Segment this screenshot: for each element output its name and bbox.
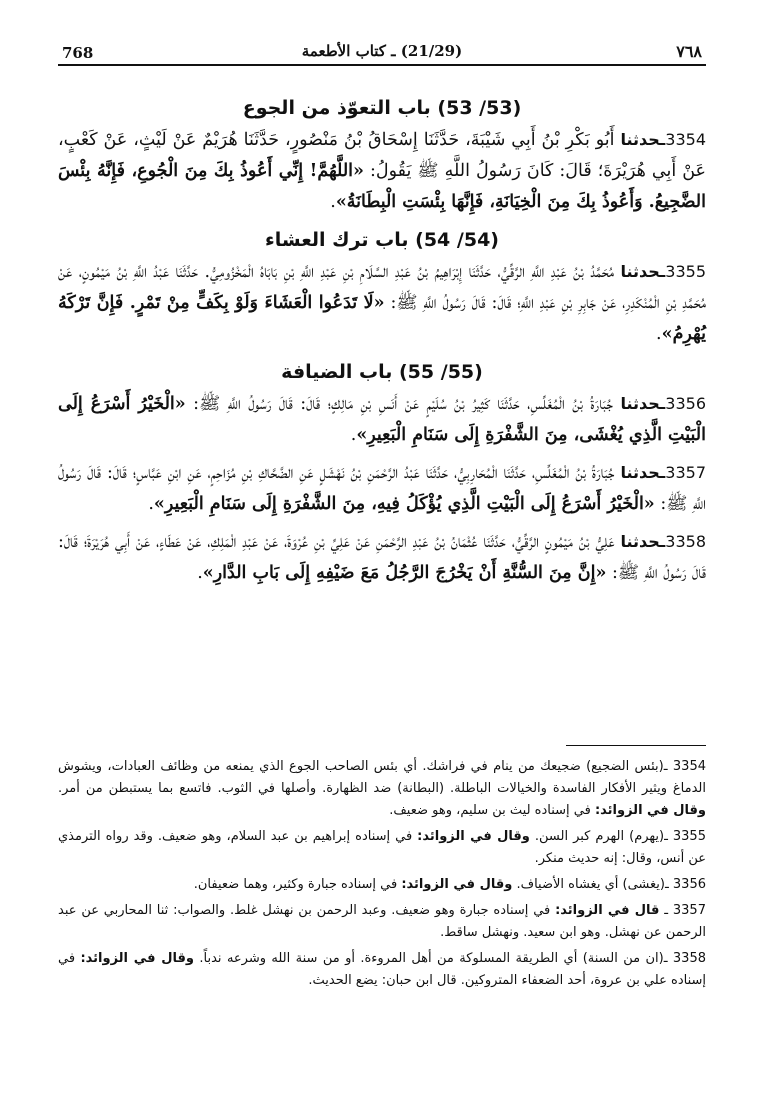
footnote-rest: في إسناده علي بن عروة، أحد الضعفاء المتروكين. قال ابن حبان: يضع الحديث. (58, 951, 706, 988)
chapter-title: (53/ 53) باب التعوّذ من الجوع (242, 97, 522, 119)
footnote-3356 (58, 874, 706, 896)
hadith-keyword: ـحدثنا (620, 394, 666, 413)
hadith-isnad: أَبُو بَكْرِ بْنُ أَبِي شَيْبَةَ، حَدَّثَنَا إِسْحَاقُ بْنُ مَنْصُورٍ، حَدَّثَنَا هُرَيْمٌ عَنْ لَيْثٍ، عَنْ كَعْبٍ، عَنْ أَبِي هُرَيْرَةَ؛ قَالَ: كَانَ رَسُولُ اللَّهِ ﷺ يَقُولُ: (58, 130, 706, 181)
footnote-rest: في إسناده إبراهيم بن عبد السلام، وهو ضعيف. وقد رواه الترمذي عن أنس، وقال: إنه حديث منكر. (58, 829, 706, 866)
footnote-3355 (58, 826, 706, 870)
hadith-isnad: جُبَارَةُ بْنُ الْمُغَلِّسِ، حَدَّثَنَا كَثِيرُ بْنُ سُلَيْمٍ عَنْ أَنَسِ بْنِ مَالِكٍ؛ قَالَ: قَالَ رَسُولُ اللَّهِ ﷺ: (185, 394, 621, 414)
running-title: (21/29) ـ كتاب الأطعمة (301, 42, 463, 60)
footnote-zawaid-label: وقال في الزوائد: (80, 951, 194, 966)
footnote-lead: 3355 ـ(يهرم) الهرم كبر السن. (529, 829, 706, 844)
page-number-latin: 768 (62, 44, 94, 62)
hadith-tail: . (148, 494, 154, 514)
footnote-lead: 3358 ـ(ان من السنة) أي الطريقة المسلوكة من أهل المروءة. أو من سنة الله وشرعه ندباً. (194, 951, 706, 966)
footnote-zawaid-label: وقال في الزوائد: (417, 829, 530, 844)
hadith-keyword: ـحدثنا (620, 130, 666, 149)
footnote-3357 (58, 900, 706, 944)
footnote-lead: 3354 ـ(بئس الضجيع) ضجيعك من ينام في فراشك. أي بئس الصاحب الجوع الذي يمنعه من وظائف العبادات، ويشوش الدماغ ويثير الأفكار الفاسدة والخيالات الباطلة. (البطانة) ضد الظهارة. وأصلها في الثوب. فاتسع بما يستبطن من أمر. (58, 759, 706, 796)
footnote-divider (566, 745, 706, 746)
hadith-3358 (58, 526, 706, 589)
hadith-isnad: جُبَارَةُ بْنُ الْمُغَلِّسِ، حَدَّثَنَا الْمُحَارِبِيُّ، حَدَّثَنَا عَبْدُ الرَّحْمَنِ بْنُ نَهْشَلٍ عَنِ الضَّحَّاكِ بْنِ مُزَاحِمٍ، عَنِ ابْنِ عَبَّاسٍ؛ قَالَ: قَالَ رَسُولُ اللَّهِ ﷺ: (58, 463, 706, 514)
page-number-arabic: ٧٦٨ (676, 42, 702, 61)
chapter-title: (54/ 54) باب ترك العشاء (265, 229, 499, 251)
footnote-zawaid-label: وقال في الزوائد: (401, 877, 513, 892)
hadith-tail: . (656, 324, 662, 344)
footnote-zawaid-label: قال في الزوائد: (555, 903, 660, 918)
chapter-title: (55/ 55) باب الضيافة (281, 361, 483, 383)
hadith-number: 3355 (665, 262, 706, 281)
hadith-3355 (58, 256, 706, 350)
hadith-tail: . (197, 563, 203, 583)
hadith-matn: «إِنَّ مِنَ السُّنَّةِ أَنْ يَخْرُجَ الرَّجُلُ مَعَ ضَيْفِهِ إِلَى بَابِ الدَّارِ» (202, 563, 607, 583)
hadith-keyword: ـحدثنا (620, 262, 666, 281)
footnote-rest: في إسناده جبارة وهو ضعيف. وعبد الرحمن بن نهشل غلط. والصواب: ثنا المحاربي عن عبد الرحمن عن نهشل. وهو ابن سعيد. ونهشل ساقط. (58, 903, 706, 940)
hadith-matn: «الْخَيْرُ أَسْرَعُ إِلَى الْبَيْتِ الَّذِي يُغْشَى، مِنَ الشَّفْرَةِ إِلَى سَنَامِ الْبَعِيرِ» (58, 394, 706, 445)
hadith-number: 3358 (665, 532, 706, 551)
hadith-keyword: ـحدثنا (620, 532, 666, 551)
running-header (58, 38, 706, 66)
hadith-isnad: مُحَمَّدُ بْنُ عَبْدِ اللَّهِ الرَّقِّيُّ، حَدَّثَنَا إِبْرَاهِيمُ بْنُ عَبْدِ السَّلَامِ بْنِ عَبْدِ اللَّهِ بْنِ بَابَاهُ الْمَخْزُومِيُّ. حَدَّثَنَا عَبْدُ اللَّهِ بْنُ مَيْمُونٍ، عَنْ مُحَمَّدِ بْنِ الْمُنْكَدِرِ، عَنْ جَابِرِ بْنِ عَبْدِ اللَّهِ؛ قَالَ: قَالَ رَسُولُ اللَّهِ ﷺ: (58, 262, 706, 313)
footnote-rest: في إسناده جبارة وكثير، وهما ضعيفان. (193, 877, 402, 892)
hadith-isnad: عَلِيُّ بْنُ مَيْمُونٍ الرَّقِّيُّ، حَدَّثَنَا عُثْمَانُ بْنُ عَبْدِ الرَّحْمَنِ عَنْ عَلِيِّ بْنِ عُرْوَةَ، عَنْ عَبْدِ الْمَلِكِ، عَنْ عَطَاءٍ، عَنْ أَبِي هُرَيْرَةَ؛ قَالَ: قَالَ رَسُولُ اللَّهِ ﷺ: (58, 532, 706, 583)
footnote-lead: 3356 ـ(يغشى) أي يغشاه الأضياف. (512, 877, 706, 892)
hadith-3354 (58, 124, 706, 218)
hadith-tail: . (350, 425, 357, 445)
footnotes (58, 756, 706, 996)
hadith-keyword: ـحدثنا (620, 463, 666, 482)
book-page (58, 0, 706, 1094)
footnote-3354 (58, 756, 706, 822)
footnote-3358 (58, 948, 706, 992)
hadith-number: 3357 (665, 463, 706, 482)
hadith-number: 3354 (665, 130, 706, 149)
hadith-tail: . (330, 192, 336, 212)
main-text (58, 92, 706, 595)
footnote-lead: 3357 ـ (659, 903, 706, 918)
footnote-rest: في إسناده ليث بن سليم، وهو ضعيف. (389, 803, 595, 818)
hadith-matn: «لَا تَدَعُوا الْعَشَاءَ وَلَوْ بِكَفٍّ مِنْ تَمْرٍ. فَإِنَّ تَرْكَهُ يُهْرِمُ» (58, 293, 706, 344)
hadith-3357 (58, 457, 706, 520)
footnote-zawaid-label: وقال في الزوائد: (594, 803, 706, 818)
hadith-number: 3356 (665, 394, 706, 413)
hadith-3356 (58, 388, 706, 451)
hadith-matn: «اللَّهُمَّ! إِنِّي أَعُوذُ بِكَ مِنَ الْجُوعِ، فَإِنَّهُ بِئْسَ الضَّجِيعُ. وَأَعُوذُ بِكَ مِنَ الْخِيَانَةِ، فَإِنَّهَا بِئْسَتِ الْبِطَانَةُ» (58, 161, 706, 212)
hadith-matn: «الْخَيْرُ أَسْرَعُ إِلَى الْبَيْتِ الَّذِي يُؤْكَلُ فِيهِ، مِنَ الشَّفْرَةِ إِلَى سَنَامِ الْبَعِيرِ» (153, 494, 655, 514)
